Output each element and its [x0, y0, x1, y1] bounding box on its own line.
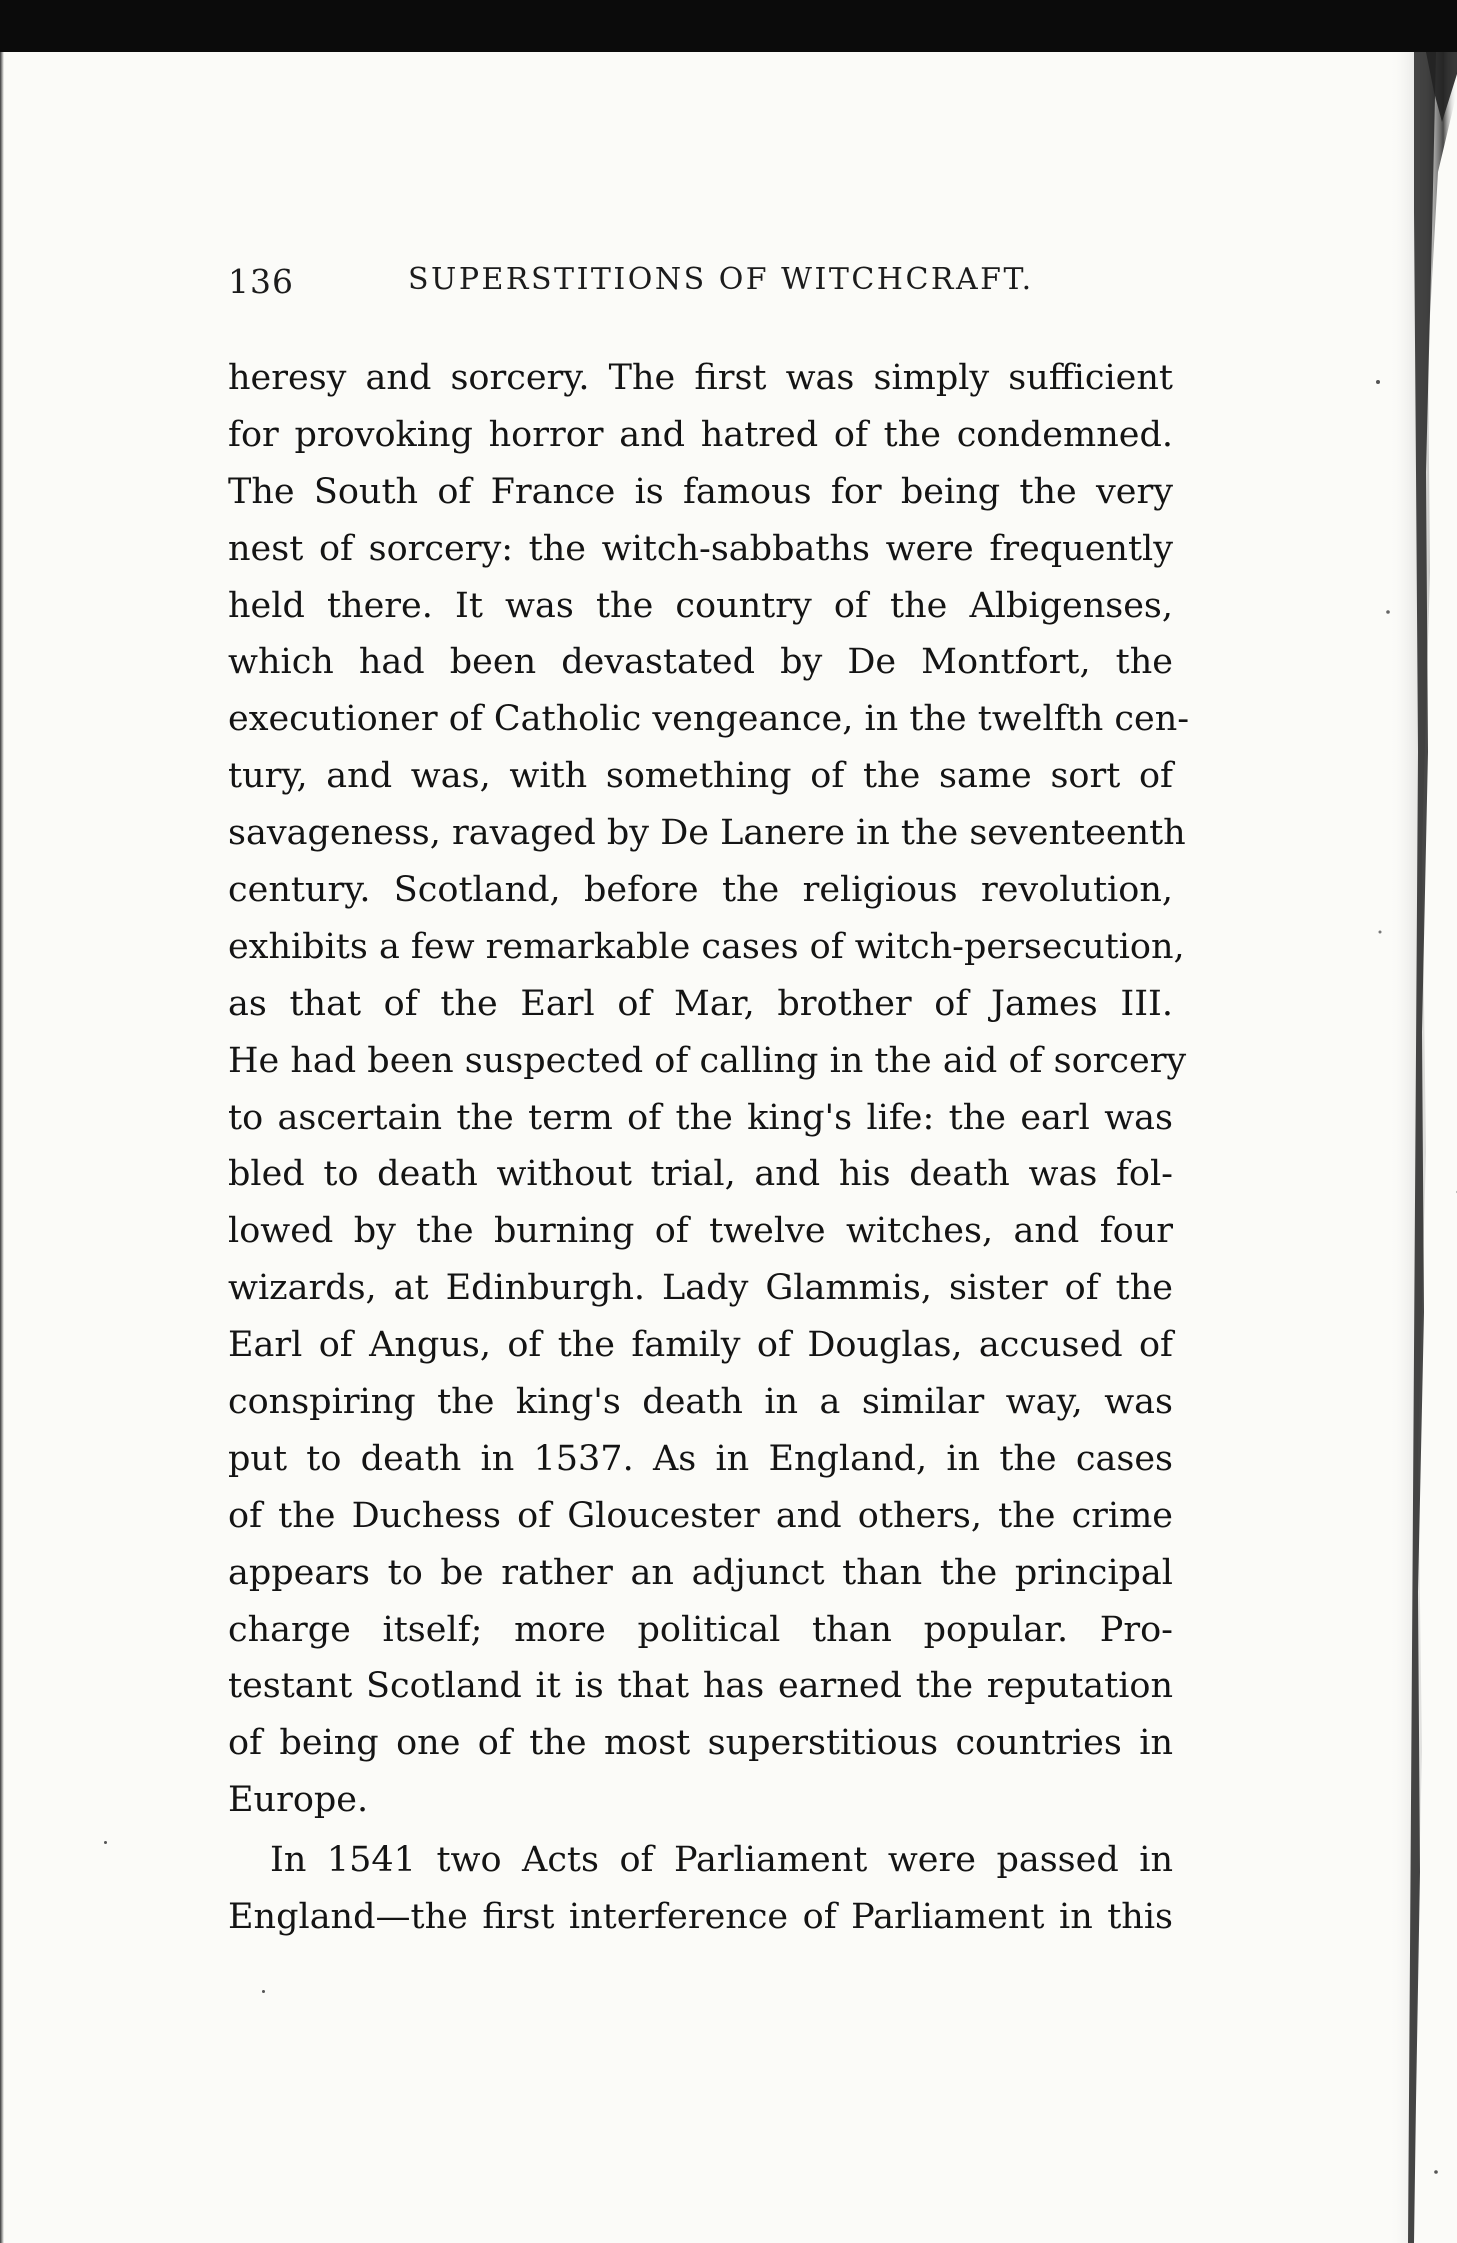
- paragraph: [228, 350, 1190, 1829]
- text-line: heresy and sorcery. The first was simply sufficient: [228, 358, 1173, 398]
- text-line: testant Scotland it is that has earned the reputation: [228, 1666, 1173, 1707]
- text-line: century. Scotland, before the religious revolution,: [228, 870, 1173, 911]
- text-line: He had been suspected of calling in the aid of sorcery: [228, 1040, 1187, 1081]
- text-line: England—the first interference of Parliament in this: [228, 1897, 1173, 1938]
- text-line: of being one of the most superstitious countries in: [228, 1723, 1173, 1764]
- text-line: conspiring the king's death in a similar way, was: [228, 1382, 1173, 1423]
- scan-top-border: [0, 0, 1457, 52]
- text-line: The South of France is famous for being the very: [228, 471, 1173, 512]
- scan-speck: [104, 1841, 107, 1844]
- text-line: lowed by the burning of twelve witches, and four: [228, 1211, 1173, 1252]
- text-line: appears to be rather an adjunct than the principal: [228, 1552, 1173, 1593]
- text-line: wizards, at Edinburgh. Lady Glammis, sister of the: [228, 1268, 1173, 1309]
- text-line: bled to death without trial, and his death was fol-: [228, 1154, 1173, 1195]
- text-line: of the Duchess of Gloucester and others, the crime: [228, 1495, 1173, 1536]
- text-line: In 1541 two Acts of Parliament were passed in: [270, 1840, 1173, 1881]
- scan-speck: [262, 1990, 265, 1993]
- text-line: as that of the Earl of Mar, brother of James III.: [228, 983, 1173, 1024]
- text-line: Earl of Angus, of the family of Douglas, accused of: [228, 1325, 1173, 1366]
- page-number: 136: [228, 262, 294, 301]
- running-header: [228, 262, 1173, 312]
- scan-left-edge: [0, 52, 4, 2243]
- paragraph: [228, 1832, 1173, 1946]
- binding-gutter-shadow: [1318, 52, 1457, 2243]
- body-text: [228, 350, 1190, 1946]
- text-line: tury, and was, with something of the same sort of: [228, 756, 1173, 797]
- text-line: which had been devastated by De Montfort, the: [228, 642, 1173, 683]
- text-line: put to death in 1537. As in England, in the cases: [228, 1438, 1173, 1479]
- running-title: SUPERSTITIONS OF WITCHCRAFT.: [408, 262, 1034, 297]
- text-line: nest of sorcery: the witch-sabbaths were frequently: [228, 528, 1173, 569]
- text-line: savageness, ravaged by De Lanere in the seventeenth: [228, 813, 1186, 854]
- text-line: for provoking horror and hatred of the condemned.: [228, 414, 1173, 455]
- text-line: to ascertain the term of the king's life: the earl was: [228, 1097, 1173, 1138]
- text-line: held there. It was the country of the Albigenses,: [228, 585, 1173, 626]
- gutter-shadow-graphic: [1318, 52, 1457, 2243]
- text-line: executioner of Catholic vengeance, in the twelfth cen-: [228, 699, 1190, 740]
- text-line: exhibits a few remarkable cases of witch-persecution,: [228, 926, 1185, 967]
- text-line: charge itself; more political than popular. Pro-: [228, 1609, 1173, 1650]
- text-line: Europe.: [228, 1780, 369, 1821]
